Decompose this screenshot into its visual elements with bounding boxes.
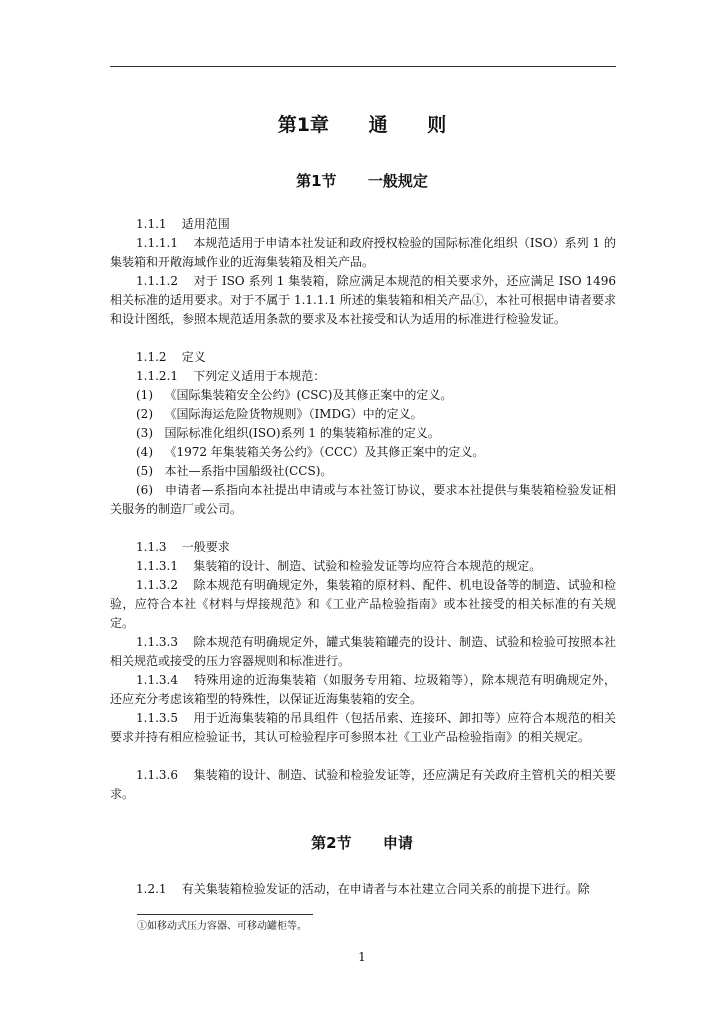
- definition-item-4: (4) 《1972 年集装箱关务公约》（CCC）及其修正案中的定义。: [136, 445, 485, 459]
- chapter-title: 第1章 通 则: [277, 114, 447, 136]
- heading-1-1-1: 1.1.1 适用范围: [136, 217, 230, 231]
- footnote-rule: [137, 914, 313, 915]
- paragraph-1-1-1-2: 1.1.1.2 对于 ISO 系列 1 集装箱，除应满足本规范的相关要求外，还应满足 ISO 1496 相关标准的适用要求。对于不属于 1.1.1.1 所述的集装箱和相关产品①，本社可根据申请者要求和设计图纸，参照本规范适用条款的要求及本社接受和认为适用的标准进行检验发证。: [110, 274, 616, 326]
- paragraph-1-2-1: 1.2.1 有关集装箱检验发证的活动，在申请者与本社建立合同关系的前提下进行。除: [136, 882, 590, 896]
- definition-item-1: (1) 《国际集装箱安全公约》(CSC)及其修正案中的定义。: [136, 388, 453, 402]
- definition-item-5: (5) 本社—系指中国船级社(CCS)。: [136, 464, 333, 478]
- section-title-1: 第1节 一般规定: [296, 172, 428, 190]
- heading-1-1-2: 1.1.2 定义: [136, 350, 206, 364]
- definition-item-2: (2) 《国际海运危险货物规则》（IMDG）中的定义。: [136, 407, 423, 421]
- paragraph-1-1-3-5: 1.1.3.5 用于近海集装箱的吊具组件（包括吊索、连接环、卸扣等）应符合本规范的相关要求并持有相应检验证书，其认可检验程序可参照本社《工业产品检验指南》的相关规定。: [110, 711, 616, 744]
- definition-item-3: (3) 国际标准化组织(ISO)系列 1 的集装箱标准的定义。: [136, 426, 440, 440]
- section-title-2: 第2节 申请: [311, 834, 413, 852]
- paragraph-1-1-3-4: 1.1.3.4 特殊用途的近海集装箱（如服务专用箱、垃圾箱等），除本规范有明确规定外，还应充分考虑该箱型的特殊性，以保证近海集装箱的安全。: [110, 673, 616, 706]
- paragraph-1-1-3-3: 1.1.3.3 除本规范有明确规定外，罐式集装箱罐壳的设计、制造、试验和检验可按照本社相关规范或接受的压力容器规则和标准进行。: [110, 635, 616, 668]
- paragraph-1-1-3-1: 1.1.3.1 集装箱的设计、制造、试验和检验发证等均应符合本规范的规定。: [136, 559, 542, 573]
- paragraph-1-1-3-6: 1.1.3.6 集装箱的设计、制造、试验和检验发证等，还应满足有关政府主管机关的相关要求。: [110, 768, 616, 801]
- header-rule: [110, 66, 616, 67]
- paragraph-1-1-1-1: 1.1.1.1 本规范适用于申请本社发证和政府授权检验的国际标准化组织（ISO）系列 1 的集装箱和开敞海域作业的近海集装箱及相关产品。: [110, 236, 616, 269]
- paragraph-1-1-2-1: 1.1.2.1 下列定义适用于本规范：: [136, 369, 326, 383]
- footnote: ①如移动式压力容器、可移动罐柜等。: [137, 921, 307, 932]
- page-number: 1: [358, 950, 366, 964]
- paragraph-1-1-3-2: 1.1.3.2 除本规范有明确规定外，集装箱的原材料、配件、机电设备等的制造、试验和检验，应符合本社《材料与焊接规范》和《工业产品检验指南》或本社接受的相关标准的有关规定。: [110, 578, 616, 630]
- heading-1-1-3: 1.1.3 一般要求: [136, 540, 230, 554]
- definition-item-6: (6) 申请者—系指向本社提出申请或与本社签订协议，要求本社提供与集装箱检验发证相关服务的制造厂或公司。: [110, 483, 616, 516]
